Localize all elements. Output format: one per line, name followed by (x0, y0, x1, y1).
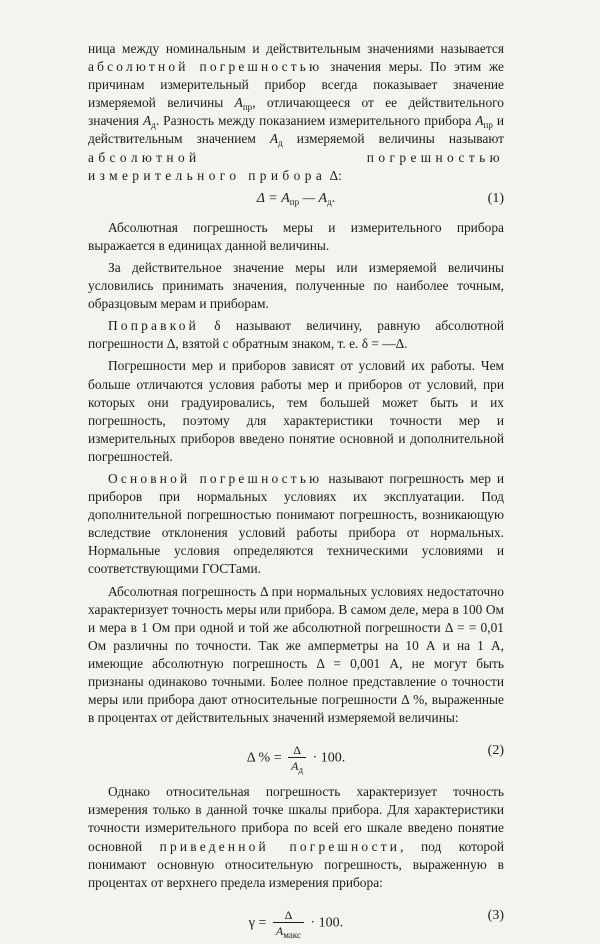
term-absolute-error: абсолютной погрешностью (88, 59, 323, 75)
paragraph-5: Погрешности мер и приборов зависят от условий их работы. Чем больше отличаются условия работы мер и приборов от условий, при которых они градуировались, тем большей может быть и их погрешность, поэтому для характеристики точности мер и измерительных приборов введено понятие основной и дополнительной погрешностей. (88, 358, 504, 464)
subscript: макс (283, 929, 302, 940)
formula-3 (88, 892, 504, 944)
formula-1-number: (1) (487, 190, 504, 206)
numerator: Δ (273, 908, 304, 923)
term-correction: Поправкой (108, 318, 199, 334)
var: A (143, 113, 152, 129)
formula-3-expression (88, 908, 504, 939)
paragraph-2: Абсолютная погрешность меры и измерительного прибора выражается в единицах данной величины. (88, 219, 504, 253)
expr: · 100. (309, 751, 346, 766)
subscript: д (151, 120, 156, 131)
text: . Разность между показанием измерительного прибора (155, 113, 476, 129)
text: , отличающееся от ее действительного значения (88, 95, 504, 129)
subscript: д (278, 138, 283, 149)
paragraph-3: За действительное значение меры или измеряемой величины условились принимать значения, полученные по наиболее точным, образцовым мерам и приборам. (88, 259, 504, 312)
paragraph-6 (88, 470, 504, 579)
var: A (269, 131, 279, 147)
var: A (475, 113, 484, 129)
paragraph-7: Абсолютная погрешность Δ при нормальных условиях недостаточно характеризует точность меры или прибора. В самом деле, мера в 100 Ом и мера в 1 Ом при одной и той же абсолютной погрешности Δ = = 0,01 Ом различны по точности. Так же амперметры на 10 А и на 1 А, имеющие абсолютную погрешность Δ = 0,001 А, не могут быть признаны одинаково точными. Более полное представление о точности меры или прибора дают относительные погрешности Δ %, выраженные в процентах от действительных значений измеряемой величины: (88, 583, 504, 726)
text: называют погрешность мер и приборов при нормальных условиях их эксплуатации. Под дополнительной погрешностью понимают погрешность, возникающую вследствие отклонения условий работы прибора от нормальных. Нормальные условия определяются техническими условиями и соответствующими ГОСТами. (88, 470, 504, 577)
subscript: пр (242, 102, 253, 113)
formula-3-number: (3) (487, 907, 504, 923)
subscript: пр (483, 120, 493, 131)
subscript: пр (289, 196, 300, 207)
fraction (273, 908, 304, 939)
text: δ называют величину, равную абсолютной погрешности Δ, взятой с обратным знаком, т. е. δ = —Δ. (88, 318, 504, 352)
subscript: д (327, 196, 332, 207)
text: Δ: (326, 167, 342, 183)
expr: · 100. (307, 915, 344, 931)
text: Однако относительная погрешность характеризует точность измерения только в данной точке шкалы прибора. Для характеристики точности измерительного прибора по всей его шкале введено понятие основной (88, 784, 504, 854)
expr: Δ % = (246, 751, 286, 766)
paragraph-8 (88, 783, 504, 892)
var: A (234, 95, 243, 111)
fraction (288, 743, 306, 774)
formula-1 (88, 185, 504, 215)
term-reduced-error: приведенной погрешности (159, 838, 401, 854)
expr: . (331, 190, 336, 206)
denominator (273, 923, 304, 939)
var: A (291, 759, 299, 774)
paragraph-4 (88, 317, 504, 353)
formula-2 (88, 727, 504, 779)
formula-2-expression (88, 743, 504, 774)
expr: γ = (248, 915, 270, 931)
text: ница между номинальным и действительным значениями называется (88, 41, 504, 56)
term-basic-error: Основной погрешностью (108, 470, 323, 486)
text: измеряемой величины называют (282, 131, 504, 147)
text: , под которой понимают основную относительную погрешность, выраженную в процентах от верхнего предела измерения прибора: (88, 838, 504, 890)
term-absolute-error-instrument: абсолютной погрешностью измерительного прибора (88, 149, 504, 183)
expr: — A (299, 190, 328, 206)
text: и действительным значением (88, 113, 505, 147)
var: A (275, 923, 284, 938)
expr: Δ = A (256, 190, 290, 206)
text: значения меры. По этим же причинам измерительный прибор всегда показывает значение измеряемой величины (88, 59, 504, 111)
formula-1-expression (88, 191, 504, 207)
formula-2-number: (2) (487, 743, 504, 759)
numerator: Δ (288, 743, 306, 758)
paragraph-1 (88, 40, 504, 185)
subscript: д (298, 765, 304, 776)
denominator (288, 758, 306, 774)
